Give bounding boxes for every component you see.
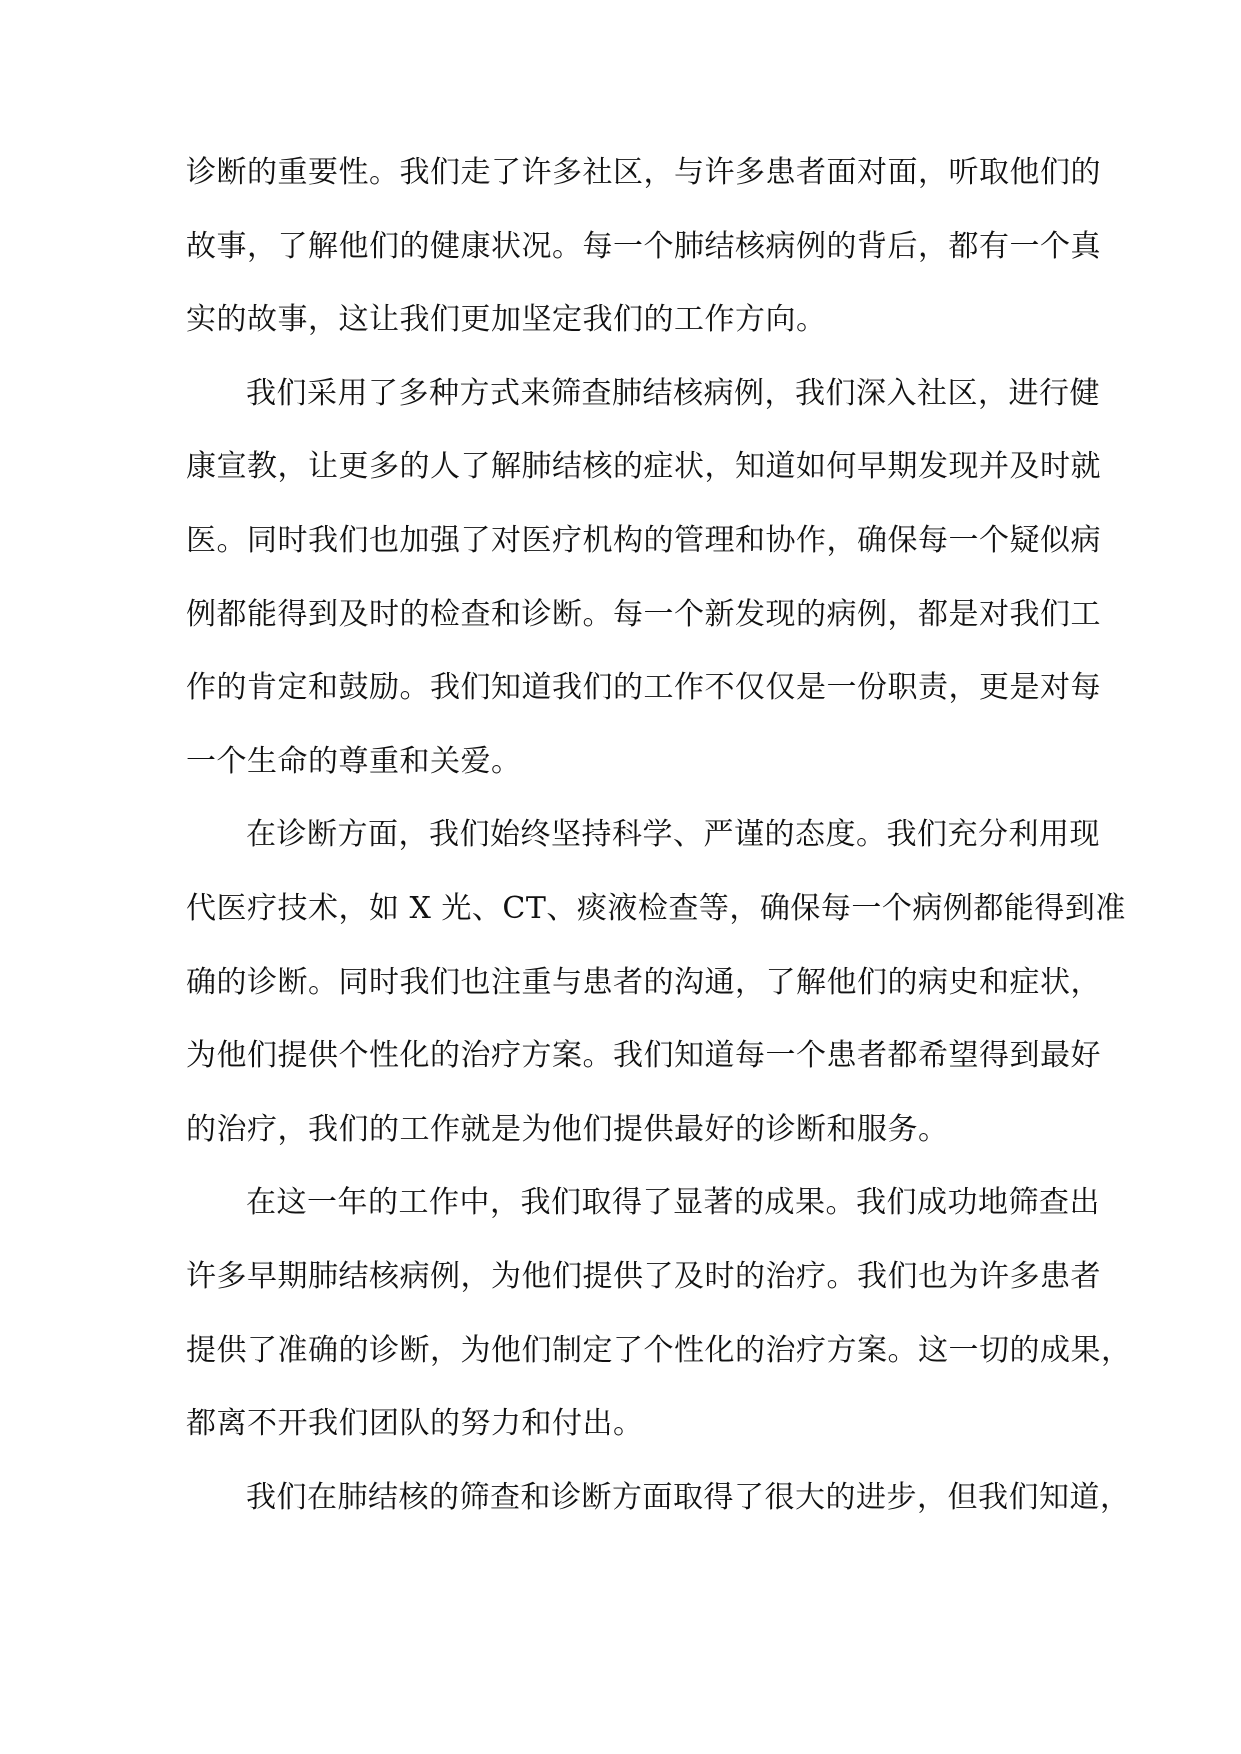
text-line: 一个生命的尊重和关爱。 [186, 743, 522, 779]
text-line: 代医疗技术，如 X 光、CT、痰液检查等，确保每一个病例都能得到准 [186, 890, 1126, 926]
text-line: 故事，了解他们的健康状况。每一个肺结核病例的背后，都有一个真 [186, 228, 1101, 264]
text-line: 的治疗，我们的工作就是为他们提供最好的诊断和服务。 [186, 1111, 949, 1147]
text-line: 为他们提供个性化的治疗方案。我们知道每一个患者都希望得到最好 [186, 1038, 1101, 1074]
paragraph-first-line: 我们采用了多种方式来筛查肺结核病例，我们深入社区，进行健 [246, 375, 1100, 411]
text-line: 例都能得到及时的检查和诊断。每一个新发现的病例，都是对我们工 [186, 596, 1101, 632]
text-line: 确的诊断。同时我们也注重与患者的沟通，了解他们的病史和症状， [186, 964, 1101, 1000]
text-line: 许多早期肺结核病例，为他们提供了及时的治疗。我们也为许多患者 [186, 1258, 1101, 1294]
text-line: 诊断的重要性。我们走了许多社区，与许多患者面对面，听取他们的 [186, 155, 1101, 190]
text-line: 实的故事，这让我们更加坚定我们的工作方向。 [186, 302, 827, 338]
text-line: 医。同时我们也加强了对医疗机构的管理和协作，确保每一个疑似病 [186, 522, 1101, 558]
paragraph-first-line: 我们在肺结核的筛查和诊断方面取得了很大的进步，但我们知道， [246, 1479, 1131, 1515]
paragraph-first-line: 在这一年的工作中，我们取得了显著的成果。我们成功地筛查出 [246, 1185, 1100, 1221]
text-line: 康宣教，让更多的人了解肺结核的症状，知道如何早期发现并及时就 [186, 449, 1101, 485]
text-line: 作的肯定和鼓励。我们知道我们的工作不仅仅是一份职责，更是对每 [186, 670, 1101, 706]
text-line: 都离不开我们团队的努力和付出。 [186, 1406, 644, 1442]
text-line: 提供了准确的诊断，为他们制定了个性化的治疗方案。这一切的成果， [186, 1332, 1132, 1368]
paragraph-first-line: 在诊断方面，我们始终坚持科学、严谨的态度。我们充分利用现 [246, 817, 1100, 853]
document-body [186, 136, 1132, 1534]
